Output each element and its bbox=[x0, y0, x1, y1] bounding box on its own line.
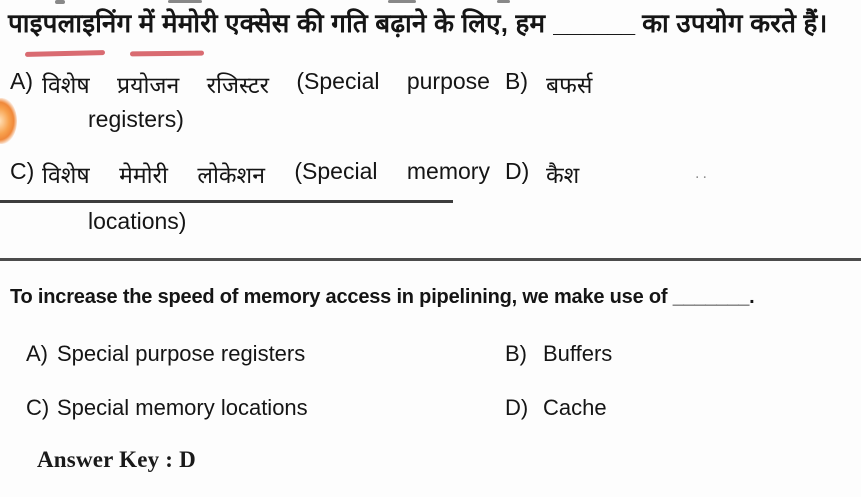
option-d-hi-label: D) bbox=[505, 158, 530, 184]
option-word: विशेष bbox=[42, 162, 90, 188]
option-b-en-text: Buffers bbox=[543, 341, 613, 366]
stray-pen-marks: .. bbox=[695, 165, 710, 182]
fill-in-blank-line: ______ bbox=[553, 8, 635, 38]
option-word: (Special bbox=[294, 158, 378, 184]
option-c-hi-text-line2: locations) bbox=[88, 208, 187, 234]
option-c-en-label: C) bbox=[26, 395, 50, 420]
option-a-hi-text-line2: registers) bbox=[88, 106, 184, 132]
option-word: मेमोरी bbox=[119, 162, 168, 188]
option-word: memory bbox=[406, 158, 490, 184]
question-hindi-text-after: का उपयोग करते हैं। bbox=[642, 8, 828, 38]
option-b-hi-label: B) bbox=[505, 68, 528, 94]
option-b-en-label: B) bbox=[505, 341, 527, 366]
option-a-en-label: A) bbox=[26, 341, 48, 366]
hindi-option-row-ab bbox=[0, 68, 861, 102]
option-word: (Special bbox=[296, 68, 380, 94]
red-marker-underline-pipelining bbox=[25, 50, 105, 57]
question-english: To increase the speed of memory access in pipelining, we make use of _______. bbox=[10, 286, 755, 308]
option-c-en-text: Special memory locations bbox=[57, 395, 308, 420]
question-hindi-text: पाइपलाइनिंग में मेमोरी एक्सेस की गति बढ़ाने के लिए, हम bbox=[8, 8, 546, 38]
option-a-en-text: Special purpose registers bbox=[57, 341, 306, 366]
top-edge-ink-artifact bbox=[497, 0, 510, 3]
answer-key: Answer Key : D bbox=[37, 447, 196, 472]
top-edge-ink-artifact bbox=[388, 0, 416, 3]
option-word: विशेष bbox=[42, 72, 90, 98]
option-word: purpose bbox=[406, 68, 490, 94]
top-edge-ink-artifact bbox=[168, 0, 202, 3]
hindi-option-row-cd bbox=[0, 158, 861, 192]
handwritten-rule-line bbox=[0, 200, 453, 203]
red-marker-underline-memory bbox=[130, 51, 204, 57]
question-hindi bbox=[8, 4, 861, 40]
option-c-hi-text bbox=[42, 158, 490, 190]
option-word: लोकेशन bbox=[197, 162, 265, 188]
option-a-hi-text bbox=[42, 68, 490, 100]
option-b-hi-text: बफर्स bbox=[546, 72, 593, 98]
section-separator-line bbox=[0, 258, 861, 261]
option-a-hi-label: A) bbox=[10, 68, 33, 94]
option-c-hi-label: C) bbox=[10, 158, 35, 184]
orange-glow-artifact bbox=[0, 98, 17, 144]
option-d-hi-text: कैश bbox=[546, 162, 580, 188]
option-d-en-label: D) bbox=[505, 395, 529, 420]
option-d-en-text: Cache bbox=[543, 395, 607, 420]
option-word: रजिस्टर bbox=[206, 72, 270, 98]
option-word: प्रयोजन bbox=[117, 72, 180, 98]
